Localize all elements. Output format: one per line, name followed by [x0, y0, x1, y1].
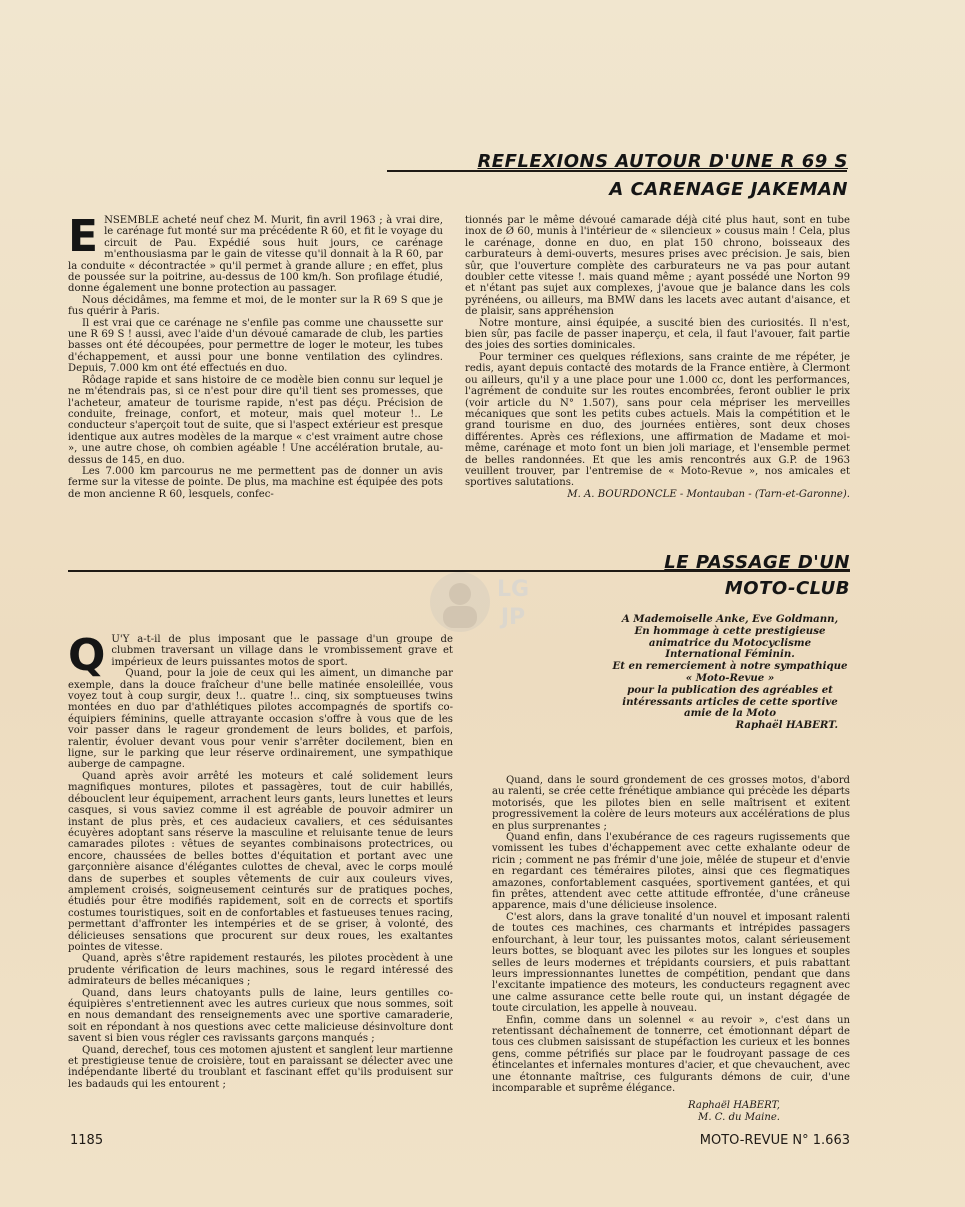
lgjp-watermark-logo: [425, 562, 545, 642]
dedication-line: Et en remerciement à notre sympathique « Moto-Revue »: [612, 660, 848, 684]
article1-dropcap: E: [68, 211, 99, 262]
paragraph: Enfin, comme dans un solennel « au revoir », c'est dans un retentissant déchaînement de tonnerre, cet émotionnant départ de tous ces clubmen saisissant de stupéfaction les curieux et les bonnes gens, comme pétrifiés sur place par le foudroyant passage de ces étincelantes et infernales montures d'acier, et que chevauchent, avec une étonnante maîtrise, ces fulgurants démons de cuir, d'une incomparable et suprême élégance.: [492, 1014, 850, 1094]
paragraph: Rôdage rapide et sans histoire de ce modèle bien connu sur lequel je ne m'étendrais pas, si ce n'est pour dire qu'il tient ses promesses, que l'acheteur, amateur de tourisme rapide, n'est pas déçu. Précision de conduite, freinage, confort, et moteur, mais quel moteur !.. Le conducteur s'aperçoit tout de suite, que si l'aspect extérieur est presque identique aux autres modèles de la marque « c'est vraiment autre chose », une autre chose, oh combien agéable ! Une accélération brutale, au-dessus de 145, en duo.: [68, 374, 443, 466]
dedication-line: pour la publication des agréables et intéressants articles de cette sportive amie de la Moto: [622, 683, 838, 720]
paragraph: Les 7.000 km parcourus ne me permettent pas de donner un avis ferme sur la vitesse de pointe. De plus, ma machine est équipée des pots de mon ancienne R 60, lesquels, confec-: [68, 465, 443, 500]
watermark-text-top: LG: [496, 577, 530, 602]
article1-column-1: [68, 211, 443, 515]
page-number: 1185: [70, 1133, 104, 1148]
dedication-line: A Mademoiselle Anke, Eve Goldmann,: [621, 613, 839, 625]
dedication-signer: Raphaël HABERT.: [735, 719, 838, 732]
watermark-text-bottom: JP: [500, 605, 526, 630]
paragraph: Pour terminer ces quelques réflexions, sans crainte de me répéter, je redis, ayant depuis contacté des motards de la France entière, à Clermont ou ailleurs, qu'il y a une place pour une 1.000 cc, dont les performances, l'agrément de conduite sur les routes encombrées, feront oublier le prix (voir article du N° 1.507), sans pour cela mépriser les merveilles mécaniques que sont les petits cubes actuels. Mais la compétition et le grand tourisme en duo, des journées entières, sont deux choses différentes. Après ces réflexions, une affirmation de Madame et moi-même, carénage et moto font un bien joli mariage, et l'ensemble permet de belles randonnées. Et que les amis rencontrés aux G.P. de 1963 veuillent trouver, par l'entremise de « Moto-Revue », nos amicales et sportives salutations.: [465, 351, 850, 489]
paragraph: Quand, dans leurs chatoyants pulls de laine, leurs gentilles co-équipières s'entretiennent avec les autres curieux que nous sommes, soit en nous demandant des renseignements avec une sportive camaraderie, soit en répondant à nos questions avec cette malicieuse désinvolture dont savent si bien vous régler ces ravissants garçons manqués ;: [68, 987, 453, 1045]
paragraph: Il est vrai que ce carénage ne s'enfile pas comme une chaussette sur une R 69 S ! aussi, avec l'aide d'un dévoué camarade de club, les parties basses ont été découpées, pour permettre de loger le moteur, les tubes d'échappement, et aussi pour une bonne ventilation des cylindres. Depuis, 7.000 km ont été effectués en duo.: [68, 317, 443, 375]
paragraph: Nous décidâmes, ma femme et moi, de le monter sur la R 69 S que je fus quérir à Paris.: [68, 294, 443, 318]
article2-signature-name: Raphaël HABERT,: [688, 1100, 780, 1112]
paragraph: Quand, derechef, tous ces motomen ajustent et sanglent leur martienne et prestigieuse tenue de croisière, tout en paraissant se délecter avec une indépendante liberté du troublant et fascinant effet qu'ils produisent sur les badauds qui les entourent ;: [68, 1044, 453, 1090]
article2-dropcap: Q: [68, 630, 106, 681]
paragraph: Quand enfin, dans l'exubérance de ces rageurs rugissements que vomissent les tubes d'échappement avec cette exhalante odeur de ricin ; comment ne pas frémir d'une joie, mêlée de stupeur et d'envie en regardant ces téméraires pilotes, ainsi que ces flegmatiques amazones, confortablement casquées, sportivement gantées, et qui fin prêtes, attendent avec cette attitude effrontée, d'une crâneuse apparence, mais d'une délicieuse insolence.: [492, 832, 850, 912]
paragraph: Quand après avoir arrêté les moteurs et calé solidement leurs magnifiques montures, pilotes et passagères, tout de cuir habillés, débouclent leur équipement, arrachent leurs gants, leurs lunettes et leurs casques, si vous saviez comme il est agréable de pouvoir admirer un instant de plus près, et ces audacieux cavaliers, et ces séduisantes écuyères adoptant sans réserve la masculine et reluisante tenue de leurs camarades pilotes : vêtues de seyantes combinaisons protectrices, ou encore, chaussées de belles bottes d'équitation et portant avec une garçonnière aisance d'élégantes culottes de cheval, avec le corps moulé dans de superbes et souples vêtements de cuir aux couleurs vives, amplement croisés, soigneusement ceinturés sur de pratiques poches, étudiés pour être modifiés rapidement, soit en de corrects et sportifs costumes touristiques, soit en de confortables et fastueuses tenues racing, permettant d'affronter les intempéries et de se griser, à volonté, des délicieuses sensations que procurent sur deux roues, les exaltantes pointes de vitesse.: [68, 770, 453, 953]
paragraph: Quand, après s'être rapidement restaurés, les pilotes procèdent à une prudente vérification de leurs machines, sous le regard intéressé des admirateurs de belles mécaniques ;: [68, 953, 453, 988]
article2-signature-club: M. C. du Maine.: [698, 1111, 780, 1123]
article1-title-line1: REFLEXIONS AUTOUR D'UNE R 69 S: [477, 151, 848, 172]
magazine-issue: MOTO-REVUE N° 1.663: [699, 1133, 850, 1148]
paragraph: tionnés par le même dévoué camarade déjà cité plus haut, sont en tube inox de Ø 60, munis à l'intérieur de « silencieux » cousus main ! Cela, plus le carénage, donne en duo, en plat 150 chrono, boisseaux des carburateurs à demi-ouverts, mesures prises avec précision. Je sais, bien sûr, que l'ouverture complète des carburateurs ne va pas pour autant doubler cette vitesse !. mais quand même ; ayant possédé une Norton 99 et n'étant pas sujet aux complexes, j'avoue que je balance dans les cols pyrénéens, ou ailleurs, ma BMW dans les lacets avec autant d'aisance, et de plaisir, sans appréhension: [465, 215, 850, 318]
article1-title-line2: A CARENAGE JAKEMAN: [609, 179, 848, 200]
article1-signature: M. A. BOURDONCLE - Montauban - (Tarn-et-Garonne).: [567, 488, 850, 500]
paragraph: Quand, dans le sourd grondement de ces grosses motos, d'abord au ralenti, se crée cette frénétique ambiance qui précède les départs motorisés, que les pilotes bien en selle maîtrisent et exitent progressivement la colère de leurs moteurs aux accélérations de plus en plus surprenantes ;: [492, 775, 850, 832]
paragraph: C'est alors, dans la grave tonalité d'un nouvel et imposant ralenti de toutes ces machines, ces charmants et intrépides passagers enfourchant, à leur tour, les puissantes motos, calant sérieusement leurs bottes, se bloquant avec les pilotes sur les longues et souples selles de leurs modernes et trépidants coursiers, et puis rabattant leurs impressionnantes lunettes de compétition, pendant que dans l'excitante impatience des moteurs, les conducteurs regagnent avec une calme assurance cette belle route qui, un instant dégagée de toute circulation, les appelle à nouveau.: [492, 911, 850, 1015]
paragraph: NSEMBLE acheté neuf chez M. Murit, fin avril 1963 ; à vrai dire, le carénage fut monté sur ma précédente R 60, et fit le voyage du circuit de Pau. Expédié sous huit jours, ce carénage m'enthousiasma par le gain de vitesse qu'il donnait à la R 60, par la conduite « décontractée » qu'il permet à grande allure ; en effet, plus de poussée sur la poitrine, au-dessus de 100 km/h. Son profilage étudié, donne également une bonne protection au passager.: [68, 215, 443, 295]
paragraph: U'Y a-t-il de plus imposant que le passage d'un groupe de clubmen traversant un village dans le vrombissement grave et impérieux de leurs puissantes motos de sport.: [111, 634, 453, 668]
paragraph: Notre monture, ainsi équipée, a suscité bien des curiosités. Il n'est, bien sûr, pas facile de passer inaperçu, et cela, il faut l'avouer, fait partie des joies des sorties dominicales.: [465, 317, 850, 352]
article2-dedication: [610, 614, 850, 732]
article2-column-1: [68, 630, 453, 1114]
dedication-line: En hommage à cette prestigieuse animatrice du Motocyclisme International Féminin.: [634, 624, 826, 661]
article2-title-line1: LE PASSAGE D'UN: [664, 552, 850, 573]
article1-column-2: [465, 215, 850, 510]
paragraph: Quand, pour la joie de ceux qui les aiment, un dimanche par exemple, dans la douce fraîcheur d'une belle matinée ensoleillée, vous voyez tout à coup surgir, deux !.. quatre !.. cinq, six somptueuses twins montées en duo par d'athlétiques pilotes accompagnés de sportifs co-équipiers féminins, quelle attrayante occasion s'offre à vous que de les voir passer dans le rageur grondement de leurs bolides, et parfois, ralentir, évoluer devant vous pour venir s'arrêter docilement, bien en ligne, sur le parking que leur réserve ordinairement, une sympathique auberge de campagne.: [68, 668, 453, 771]
article2-column-2: [492, 775, 850, 1123]
article1-title-rule: [387, 170, 847, 172]
article2-title-line2: MOTO-CLUB: [724, 578, 850, 599]
